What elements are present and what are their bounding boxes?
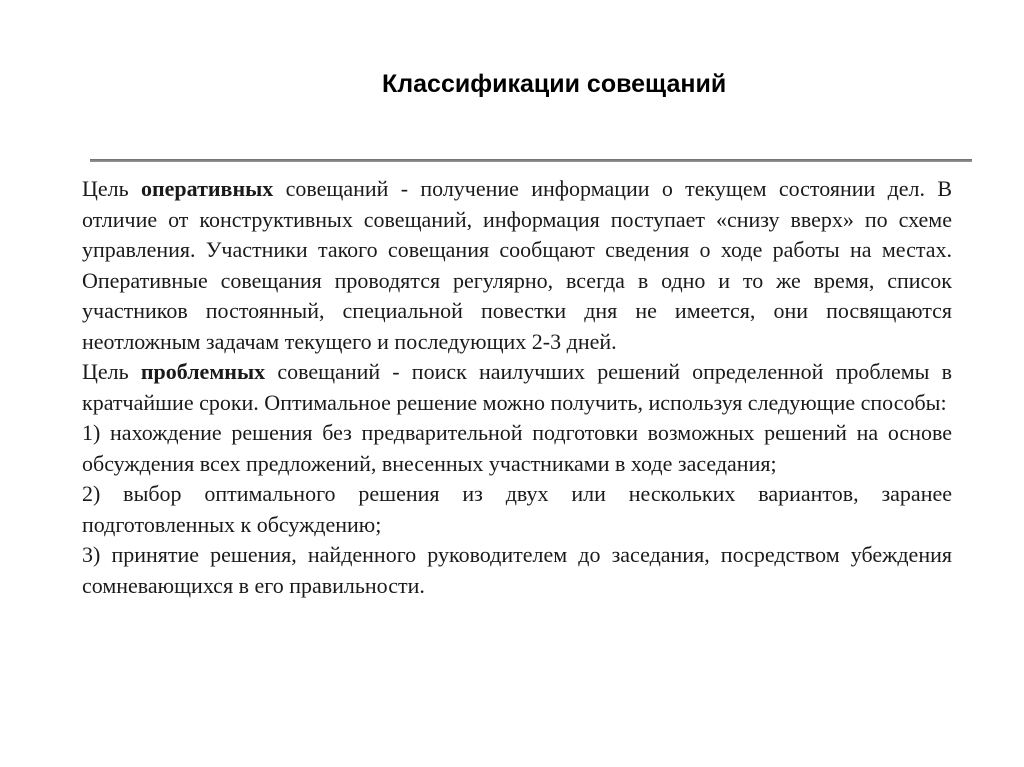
paragraph-operational-meetings <box>82 174 952 357</box>
slide-title: Классификации совещаний <box>382 70 727 98</box>
list-item-method-1: 1) нахождение решения без предварительной подготовки возможных решений на основе обсуждения всех предложений, внесенных участниками в ходе заседания; <box>82 420 952 476</box>
paragraph-text: совещаний - получение информации о текущем состоянии дел. В отличие от конструктивных совещаний, информация поступает «снизу вверх» по схеме управления. Участники такого совещания сообщают сведения о ходе работы на местах. Оперативные совещания проводятся регулярно, всегда в одно и то же время, список участников постоянный, специальной повестки дня не имеется, они посвящаются неотложным задачам текущего и последующих 2-3 дней. <box>82 176 952 354</box>
slide-body <box>82 174 952 601</box>
title-divider <box>90 159 972 162</box>
paragraph-problem-meetings <box>82 357 952 418</box>
list-item-method-3: 3) принятие решения, найденного руководителем до заседания, посредством убеждения сомневающихся в его правильности. <box>82 542 952 598</box>
paragraph-text: совещаний - поиск наилучших решений определенной проблемы в кратчайшие сроки. Оптимальное решение можно получить, используя следующие способы: <box>82 359 952 415</box>
paragraph-emphasis: оперативных <box>140 176 274 201</box>
paragraph-emphasis: проблемных <box>140 359 266 384</box>
paragraph-text: Цель <box>82 359 141 384</box>
paragraph-text: Цель <box>82 176 141 201</box>
list-item-method-2: 2) выбор оптимального решения из двух или нескольких вариантов, заранее подготовленных к обсуждению; <box>82 481 952 537</box>
